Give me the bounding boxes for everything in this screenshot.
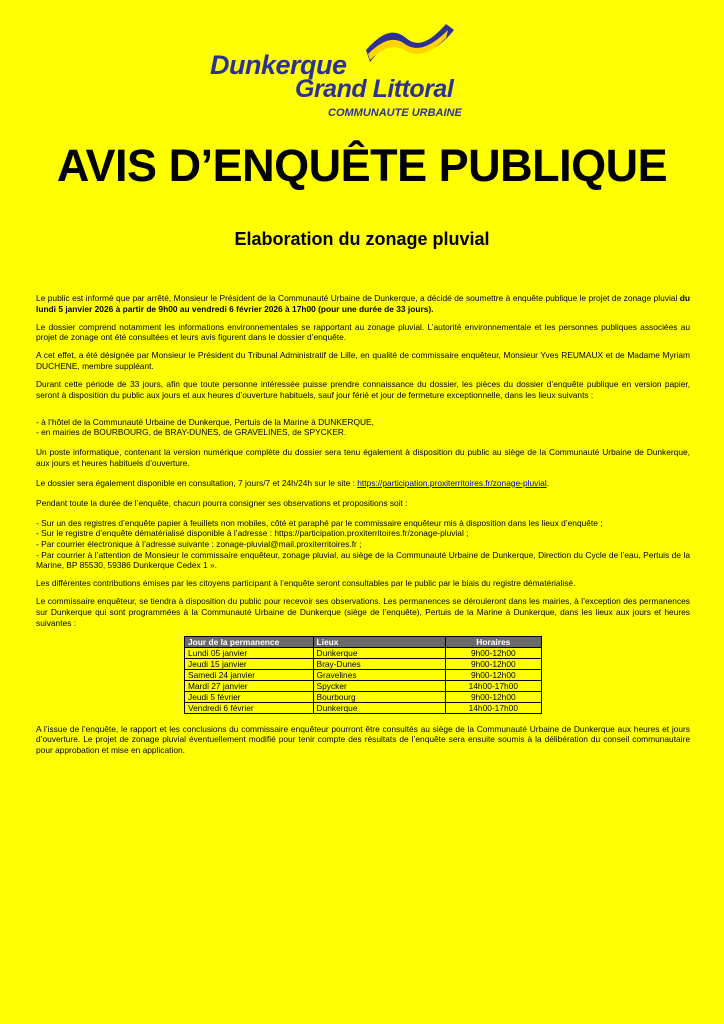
cell-horaire: 9h00-12h00: [445, 691, 541, 702]
header-jour: Jour de la permanence: [185, 636, 314, 647]
notice-body: [36, 293, 690, 763]
intro-text: Le public est informé que par arrêté, Monsieur le Président de la Communauté Urbaine de Dunkerque, a décidé de soumettre à enquête publique le projet de zonage pluvial: [36, 293, 680, 303]
participation-link[interactable]: https://participation.proxiterritoires.fr/zonage-pluvial: [357, 477, 547, 488]
paragraph-periode: Durant cette période de 33 jours, afin que toute personne intéressée puisse prendre connaissance du dossier, les pièces du dossier d’enquête publique en version papier, seront à disposition du public aux jours et aux heures d’ouverture habituels, sauf jour férié et jour de fermeture exceptionnelle, dans les lieux suivants :: [36, 379, 690, 400]
logo-wave-icon: [358, 20, 458, 66]
paragraph-conclusion: A l’issue de l’enquête, le rapport et les conclusions du commissaire enquêteur pourront être consultés au siège de la Communauté Urbaine de Dunkerque aux heures et jours d’ouverture. Le projet de zonage pluvial éventuellement modifié pour tenir compte des résultats de l’enquête sera ensuite soumis à la délibération du conseil communautaire pour approbation et mise en application.: [36, 723, 690, 755]
page-title: AVIS D’ENQUÊTE PUBLIQUE: [56, 140, 668, 191]
paragraph-observations: Pendant toute la durée de l’enquête, chacun pourra consigner ses observations et propositions soit :: [36, 497, 408, 508]
cell-jour: Mardi 27 janvier: [185, 680, 314, 691]
list-item: - Sur le registre d’enquête dématérialisé disponible à l’adresse : https://participation.proxiterritoires.fr/zonage-pluvial ;: [36, 528, 469, 539]
paragraph-intro: [36, 293, 690, 314]
cell-horaire: 14h00-17h00: [445, 680, 541, 691]
table-row: [185, 702, 542, 713]
table-row: [185, 669, 542, 680]
paragraph-dossier: Le dossier comprend notamment les informations environnementales se rapportant au zonage pluvial. L’autorité environnementale et les personnes publiques associées au projet de zonage ont été consultées et leurs avis figurent dans le dossier d’enquête.: [36, 321, 690, 343]
paragraph-permanences: Le commissaire enquêteur, se tiendra à disposition du public pour recevoir ses observations. Les permanences se dérouleront dans les mairies, à l’exception des permanences sur Dunkerque qui sont programmées à la Communauté Urbaine de Dunkerque (siège de l’enquête), Pertuis de la Marine à Dunkerque, dans les lieux aux jours et heures suivantes :: [36, 596, 690, 628]
list-item: - Sur un des registres d’enquête papier à feuillets non mobiles, côté et paraphé par le commissaire enquêteur mis à disposition dans les lieux d’enquête ;: [36, 517, 603, 528]
table-row: [185, 658, 542, 669]
list-item: - à l’hôtel de la Communauté Urbaine de Dunkerque, Pertuis de la Marine à DUNKERQUE,: [36, 416, 374, 427]
logo-line-3: COMMUNAUTE URBAINE: [328, 107, 462, 119]
list-item: - Par courrier à l’attention de Monsieur le commissaire enquêteur, zonage pluvial, au siège de la Communauté Urbaine de Dunkerque, Direction du Cycle de l’eau, Pertuis de la Marine, BP 85530, 59386 Dunkerque Cedex 1 ».: [36, 549, 690, 571]
list-lieux: [36, 417, 690, 438]
logo: [208, 20, 478, 120]
cell-lieu: Spycker: [313, 680, 445, 691]
cell-jour: Samedi 24 janvier: [185, 669, 314, 680]
paragraph-commissaire: A cet effet, a été désignée par Monsieur le Président du Tribunal Administratif de Lille, en qualité de commissaire enquêteur, Monsieur Yves REUMAUX et de Madame Myriam DUCHENE, membre suppléant.: [36, 350, 690, 371]
table-row: [185, 691, 542, 702]
cell-lieu: Dunkerque: [313, 647, 445, 658]
list-modalites: [36, 518, 690, 571]
paragraph-poste: Un poste informatique, contenant la version numérique complète du dossier sera tenu également à disposition du public au siège de la Communauté Urbaine de Dunkerque, aux jours et heures habituels d’ouverture.: [36, 446, 690, 468]
cell-lieu: Bray-Dunes: [313, 658, 445, 669]
list-item: - en mairies de BOURBOURG, de BRAY-DUNES, de GRAVELINES, de SPYCKER.: [36, 427, 347, 438]
cell-lieu: Dunkerque: [313, 702, 445, 713]
logo-line-1: Dunkerque: [210, 50, 347, 80]
site-end: .: [546, 477, 550, 488]
cell-horaire: 14h00-17h00: [445, 702, 541, 713]
paragraph-contributions: Les différentes contributions émises par les citoyens participant à l’enquête seront consultables par le public par le biais du registre dématérialisé.: [36, 578, 576, 589]
header-horaires: Horaires: [445, 636, 541, 647]
cell-horaire: 9h00-12h00: [445, 658, 541, 669]
paragraph-site: [36, 478, 690, 489]
cell-horaire: 9h00-12h00: [445, 669, 541, 680]
page-subtitle: Elaboration du zonage pluvial: [234, 229, 490, 249]
table-row: [185, 647, 542, 658]
cell-horaire: 9h00-12h00: [445, 647, 541, 658]
header-lieux: Lieux: [313, 636, 445, 647]
cell-lieu: Gravelines: [313, 669, 445, 680]
intro-dates: du lundi 5 janvier 2026 à partir de 9h00 au vendredi 6 février 2026 à 17h00 (pour une durée de 33 jours).: [36, 293, 690, 314]
permanences-table: [184, 636, 542, 714]
table-header-row: [185, 636, 542, 647]
cell-lieu: Bourbourg: [313, 691, 445, 702]
cell-jour: Lundi 05 janvier: [185, 647, 314, 658]
list-item: - Par courrier électronique à l’adresse suivante : zonage-pluvial@mail.proxiterritoires.fr ;: [36, 539, 362, 549]
site-text: Le dossier sera également disponible en consultation, 7 jours/7 et 24h/24h sur le site :: [36, 477, 358, 488]
cell-jour: Jeudi 5 février: [185, 691, 314, 702]
table-row: [185, 680, 542, 691]
cell-jour: Vendredi 6 février: [185, 702, 314, 713]
cell-jour: Jeudi 15 janvier: [185, 658, 314, 669]
logo-line-2: Grand Littoral: [295, 75, 454, 103]
